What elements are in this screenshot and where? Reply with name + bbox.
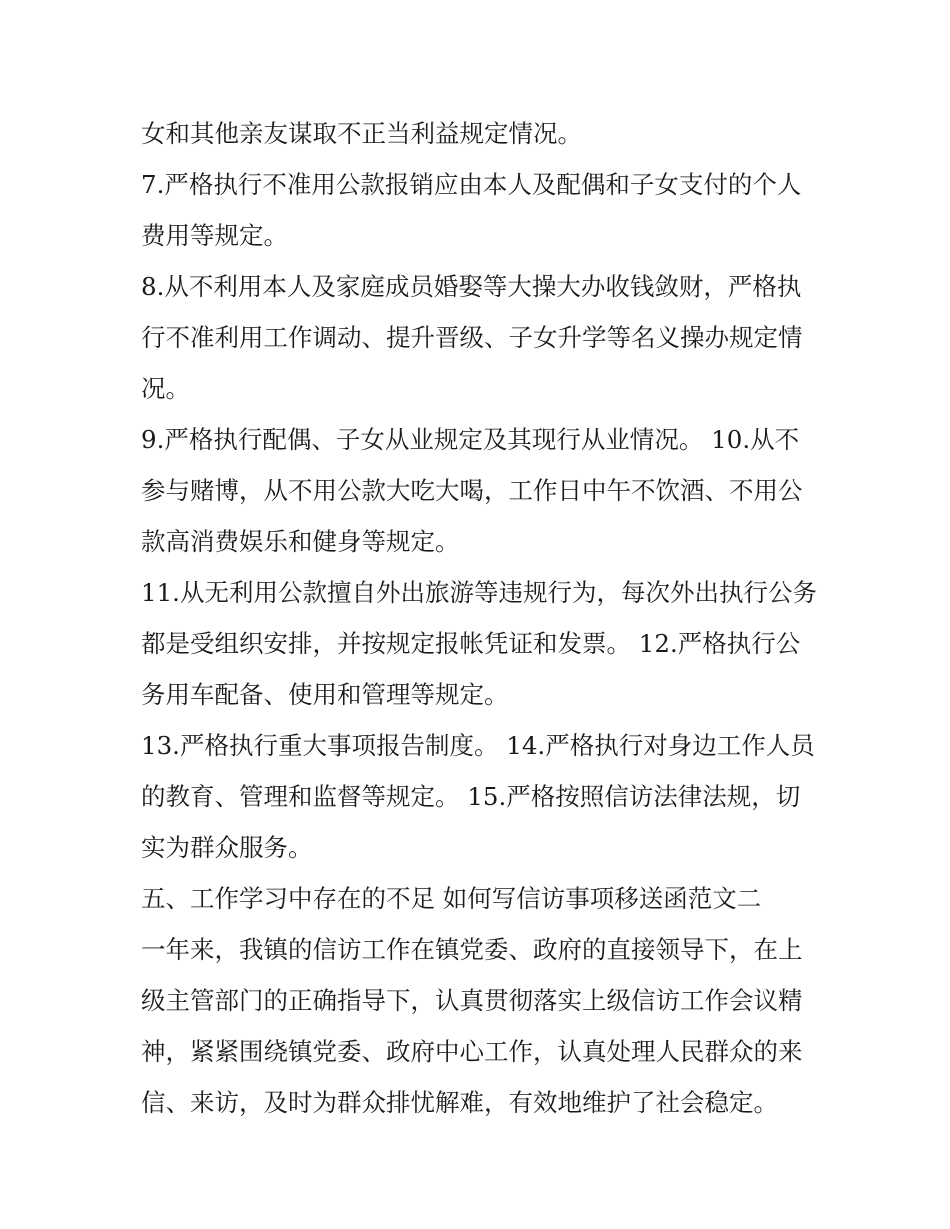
text-line: 神，紧紧围绕镇党委、政府中心工作，认真处理人民群众的来 [141, 1037, 803, 1066]
text-line: 信、来访，及时为群众排忧解难，有效地维护了社会稳定。 [141, 1088, 778, 1117]
text-line: 11.从无利用公款擅自外出旅游等违规行为，每次外出执行公务 [141, 578, 817, 607]
document-body [141, 108, 821, 1128]
text-line: 费用等规定。 [141, 221, 288, 250]
text-line: 女和其他亲友谋取不正当利益规定情况。 [141, 119, 582, 148]
text-line: 款高消费娱乐和健身等规定。 [141, 527, 460, 556]
text-line: 务用车配备、使用和管理等规定。 [141, 680, 509, 709]
text-line: 8.从不利用本人及家庭成员婚娶等大操大办收钱敛财，严格执 [141, 272, 802, 301]
text-line: 级主管部门的正确指导下，认真贯彻落实上级信访工作会议精 [141, 986, 803, 1015]
text-line: 况。 [141, 374, 190, 403]
text-line: 13.严格执行重大事项报告制度。 14.严格执行对身边工作人员 [141, 731, 815, 760]
section-heading: 五、工作学习中存在的不足 如何写信访事项移送函范文二 [141, 884, 762, 913]
text-line: 9.严格执行配偶、子女从业规定及其现行从业情况。 10.从不 [141, 425, 800, 454]
text-line: 7.严格执行不准用公款报销应由本人及配偶和子女支付的个人 [141, 170, 802, 199]
text-line: 都是受组织安排，并按规定报帐凭证和发票。 12.严格执行公 [141, 629, 801, 658]
text-line: 参与赌博，从不用公款大吃大喝，工作日中午不饮酒、不用公 [141, 476, 803, 505]
text-line: 一年来，我镇的信访工作在镇党委、政府的直接领导下，在上 [141, 935, 803, 964]
text-line: 实为群众服务。 [141, 833, 313, 862]
text-line: 行不准利用工作调动、提升晋级、子女升学等名义操办规定情 [141, 323, 803, 352]
text-line: 的教育、管理和监督等规定。 15.严格按照信访法律法规，切 [141, 782, 801, 811]
